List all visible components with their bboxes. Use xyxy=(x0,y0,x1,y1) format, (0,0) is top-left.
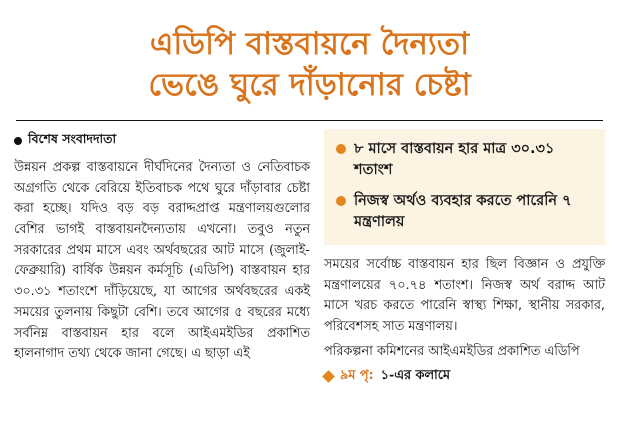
highlight-bullet-text: ৮ মাসে বাস্তবায়ন হার মাত্র ৩০.৩১ শতাংশ xyxy=(354,140,555,178)
paragraph: উন্নয়ন প্রকল্প বাস্তবায়নে দীর্ঘদিনের দৈন্যতা ও নেতিবাচক অগ্রগতি থেকে বেরিয়ে ইতিবাচক পথে ঘুরে দাঁড়াবার চেষ্টা করা হচ্ছে। যদিও বড় বড় বরাদ্দপ্রাপ্ত মন্ত্রণালয়গুলোর বেশির ভাগই বাস্তবায়নদৈন্যতায় এখনো। তবুও নতুন সরকারের প্রথম মাসে এবং অর্থবছরের আট মাসে (জুলাই-ফেব্রুয়ারি) বার্ষিক উন্নয়ন কর্মসূচি (এডিপি) বাস্তবায়ন হার ৩০.৩১ শতাংশে দাঁড়িয়েছে, যা আগের অর্থবছরের একই সময়ের তুলনায় কিছুটা বেশি। তবে আগের ৫ বছরের মধ্যে সর্বনিম্ন বাস্তবায়ন হার বলে আইএমইডির প্রকাশিত হালনাগাদ তথ্য থেকে জানা গেছে। এ ছাড়া এই xyxy=(14,159,310,362)
left-column xyxy=(14,129,310,388)
highlight-box xyxy=(324,129,605,245)
byline-label: বিশেষ সংবাদদাতা xyxy=(28,130,117,146)
paragraph: পরিকল্পনা কমিশনের আইএমইডির প্রকাশিত এডিপি xyxy=(324,343,580,359)
headline-divider xyxy=(16,120,603,121)
bullet-dot-icon xyxy=(336,196,346,206)
highlight-bullet-text: নিজস্ব অর্থও ব্যবহার করতে পারেনি ৭ মন্ত্রণালয় xyxy=(354,192,572,230)
diamond-icon xyxy=(322,371,335,384)
right-body-text xyxy=(324,255,605,363)
list-item xyxy=(336,191,593,233)
continuation-reference xyxy=(324,366,605,387)
byline xyxy=(14,131,310,151)
left-body-text xyxy=(14,158,310,365)
bullet-dot-icon xyxy=(336,144,346,154)
bullet-dot-icon xyxy=(14,137,22,145)
headline-line-2: ভেঙে ঘুরে দাঁড়ানোর চেষ্টা xyxy=(148,66,471,103)
jump-column-label: ১-এর কলামে xyxy=(380,368,450,384)
article-body xyxy=(14,129,605,388)
list-item xyxy=(336,139,593,181)
page-title xyxy=(14,10,605,112)
paragraph: সময়ের সর্বোচ্চ বাস্তবায়ন হার ছিল বিজ্ঞান ও প্রযুক্তি মন্ত্রণালয়ের ৭০.৭৪ শতাংশ। নিজস্ব অর্থ বরাদ্দ আট মাসে খরচ করতে পারেনি স্বাস্থ্য শিক্ষা, স্থানীয় সরকার, পরিবেশসহ সাত মন্ত্রণালয়। xyxy=(324,256,605,335)
right-column xyxy=(324,129,605,388)
headline-line-1: এডিপি বাস্তবায়নে দৈন্যতা xyxy=(149,26,470,62)
jump-page-label: ৯ম পৃ: xyxy=(340,368,374,384)
